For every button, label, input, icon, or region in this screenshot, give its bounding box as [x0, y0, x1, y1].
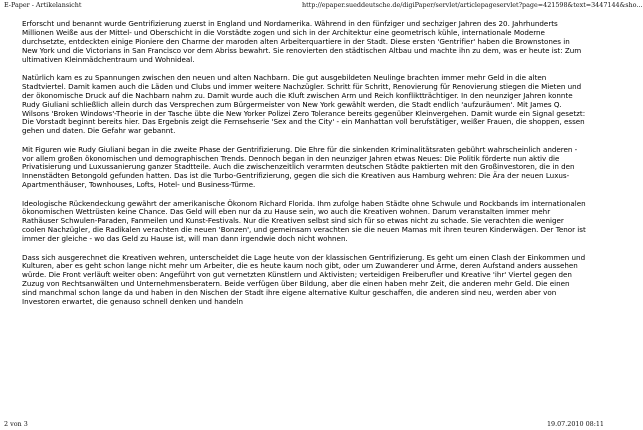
print-footer	[4, 419, 604, 429]
article-paragraph: Natürlich kam es zu Spannungen zwischen den neuen und alten Nachbarn. Die gut ausgebildeten Neulinge brachten immer mehr Geld in die alten Stadtviertel. Damit kamen auch die Läden und Clubs und immer weitere Nachzügler. Schritt für Schritt, Renovierung für Renovierung stiegen die Mieten und der ökonomische Druck auf die Nachbarn nahm zu. Damit wurde auch die Kluft zwischen Arm und Reich konfliktträchtiger. In den neunziger Jahren konnte Rudy Giuliani schließlich allein durch das Versprechen zum Bürgermeister von New York gewählt werden, die Stadt endlich 'aufzuräumen'. Mit James Q. Wilsons 'Broken Windows'-Theorie in der Tasche übte die New Yorker Polizei Zero Tolerance bereits gegenüber Kleinvergehen. Damit wurde ein Signal gesetzt: Die Vorstadt beginnt bereits hier. Das Ergebnis zeigt die Fernsehserie 'Sex and the City' - ein Manhattan voll berufstätiger, weißer Frauen, die shoppen, essen gehen und daten. Die Gefahr war gebannt.	[22, 72, 586, 136]
article-paragraph: Dass sich ausgerechnet die Kreativen wehren, unterscheidet die Lage heute von der klassischen Gentrifizierung. Es geht um einen Clash der Einkommen und Kulturen, aber es geht schon lange nicht mehr um Arbeiter, die es heute kaum noch gibt, oder um Zuwanderer und Arme, deren Aufstand anders aussehen würde. Die Front verläuft weiter oben: Angeführt von gut vernetzten Künstlern und Aktivisten; verteidigen Freiberufler und Kreative 'ihr' Viertel gegen den Zuzug von Rechtsanwälten und Unternehmensberatern. Beide verfügen über Bildung, aber die einen haben mehr Zeit, die anderen mehr Geld. Die einen sind manchmal schon lange da und haben in den Nischen der Stadt ihre eigene alternative Kultur geschaffen, die anderen sind neu, werden aber von Investoren erwartet, die genauso schnell denken und handeln	[22, 252, 586, 307]
page-url: http://epaper.sueddeutsche.de/digiPaper/servlet/articlepageservlet?page=421598&text=3447144&sho...	[302, 1, 643, 9]
page-title: E-Paper - Artikelansicht	[4, 1, 82, 9]
print-header	[4, 0, 643, 10]
page-number: 2 von 3	[4, 420, 28, 428]
article-paragraph: Mit Figuren wie Rudy Giuliani began in die zweite Phase der Gentrifizierung. Die Ehre für die sinkenden Kriminalitätsraten gebührt wahrscheinlich anderen - vor allem großen ökonomischen und demographischen Trends. Dennoch began in den neunziger Jahren etwas Neues: Die Politik förderte nun aktiv die Privatisierung und Luxussanierung ganzer Stadtteile. Auch die zwischenzeitlich verarmten deutschen Städte paktierten mit den Großinvestoren, die in den Innenstädten Betongold gefunden hatten. Das ist die Turbo-Gentrifizierung, gegen die sich die Kreativen aus Hamburg wehren: Die Ära der neuen Luxus-Apartmenthäuser, Townhouses, Lofts, Hotel- und Business-Türme.	[22, 144, 578, 190]
article-paragraph: Erforscht und benannt wurde Gentrifizierung zuerst in England und Nordamerika. Während in den fünfziger und sechziger Jahren des 20. Jahrhunderts Millionen Weiße aus der Mittel- und Oberschicht in die Vorstädte zogen und sich in der Architektur eine geometrisch kühle, internationale Moderne durchsetzte, entdeckten einige Pioniere den Charme der maroden alten Arbeiterquartiere in der Stadt. Diese ersten 'Gentrifier' haben die Brownstones in New York und die Victorians in San Francisco vor dem Abriss bewahrt. Sie renovierten den städtischen Altbau und machte ihn zu dem, was er heute ist: Zum ultimativen Kleinmädchentraum und Wohnideal.	[22, 19, 582, 64]
print-datetime: 19.07.2010 08:11	[546, 420, 604, 428]
article-body	[22, 20, 586, 316]
article-paragraph: Ideologische Rückendeckung gewährt der amerikanische Ökonom Richard Florida. Ihm zufolge haben Städte ohne Schwule und Rockbands im internationalen ökonomischen Wettrüsten keine Chance. Das Geld will eben nur da zu Hause sein, wo auch die Kreativen wohnen. Darum veranstalten immer mehr Rathäuser Schwulen-Paraden, Fanmeilen und Kunst-Festivals. Nur die Kreativen selbst sind sich für so etwas nicht zu schade. Sie verachten die weniger coolen Nachzügler, die Radikalen verachten die neuen 'Bonzen', und gemeinsam verachten sie die neuen Mamas mit ihren teuren Kinderwägen. Der Tenor ist immer der gleiche - wo das Geld zu Hause ist, will man dann irgendwie doch nicht wohnen.	[22, 198, 586, 244]
